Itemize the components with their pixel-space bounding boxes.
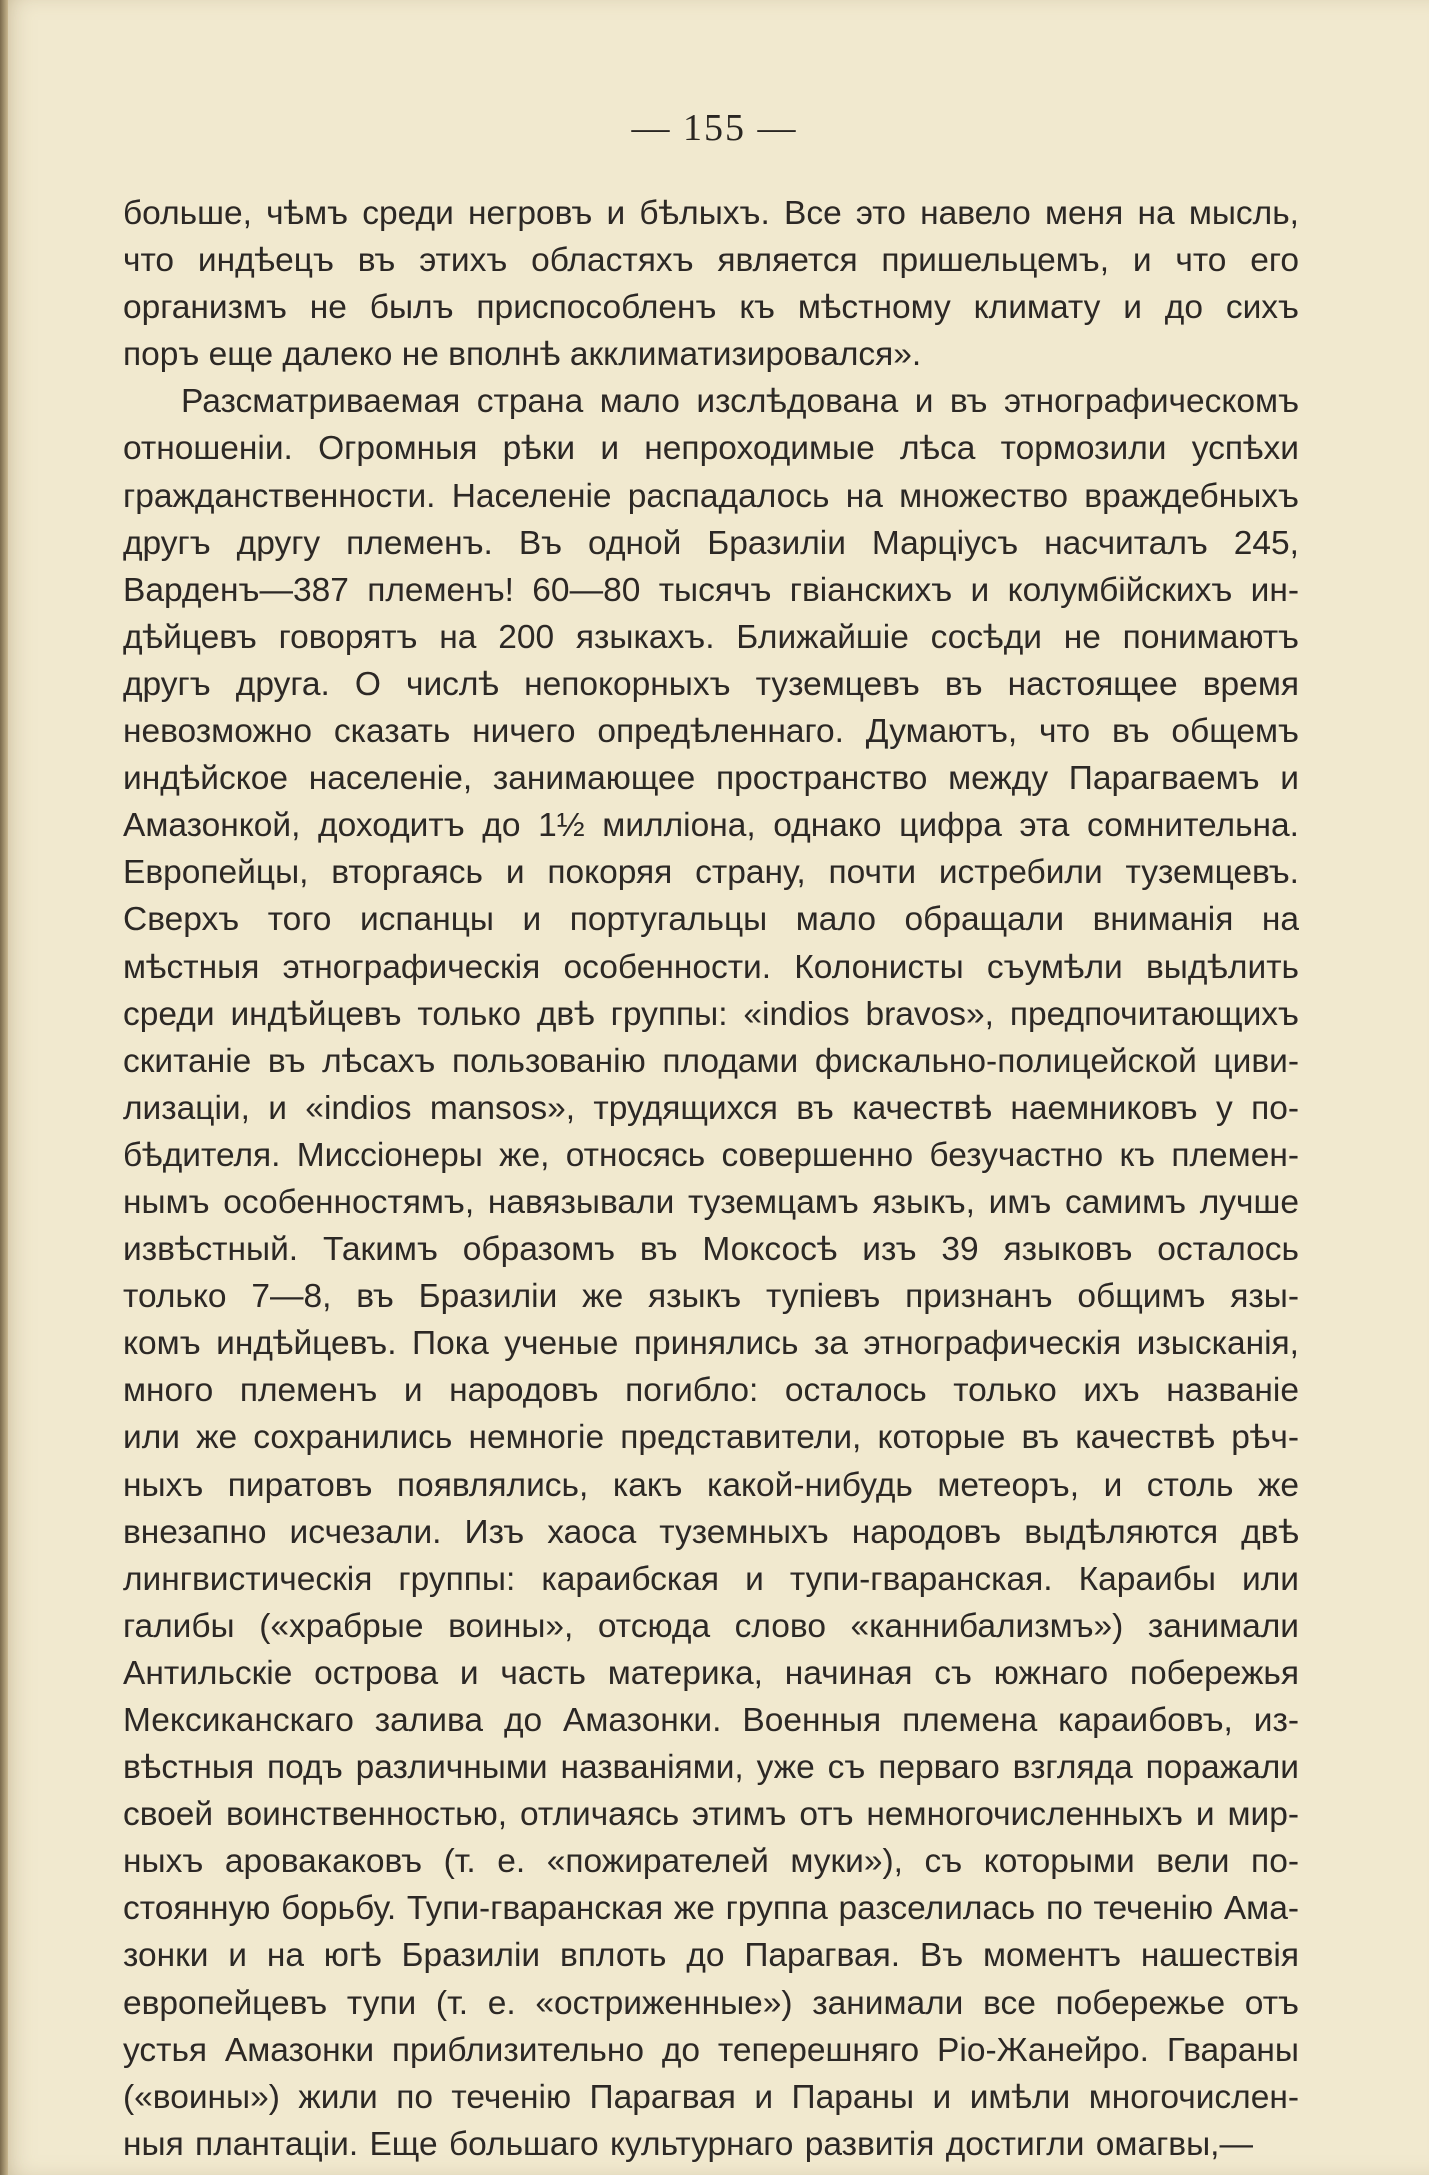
page-number: — 155 — — [631, 107, 798, 149]
text-line: ныхъ аровакаковъ (т. е. «пожирателей муки»), съ которыми вели по- — [123, 1843, 1299, 1881]
text-line: среди индѣйцевъ только двѣ группы: «indios bravos», предпочитающихъ — [123, 995, 1299, 1033]
text-line: ныя плантаціи. Еще большаго культурнаго развитія достигли омагвы,— — [123, 2125, 1253, 2163]
text-line: Европейцы, вторгаясь и покоряя страну, почти истребили туземцевъ. — [123, 854, 1299, 892]
text-line: («воины») жили по теченію Парагвая и Параны и имѣли многочислен- — [123, 2078, 1299, 2116]
text-line: стоянную борьбу. Тупи-гваранская же группа разселилась по теченію Ама- — [123, 1890, 1299, 1928]
text-line: что индѣецъ въ этихъ областяхъ является пришельцемъ, и что его — [123, 242, 1299, 280]
text-line: Амазонкой, доходитъ до 1½ милліона, однако цифра эта сомнительна. — [123, 807, 1299, 845]
text-line: Варденъ—387 племенъ! 60—80 тысячъ гвіанскихъ и колумбійскихъ ин- — [123, 571, 1299, 609]
text-line: или же сохранились немногіе представители, которые въ качествѣ рѣч- — [123, 1419, 1299, 1457]
text-line: Мексиканскаго залива до Амазонки. Военныя племена караибовъ, из- — [123, 1702, 1299, 1739]
text-line: индѣйское населеніе, занимающее пространство между Парагваемъ и — [123, 760, 1299, 798]
text-line: гражданственности. Населеніе распадалось на множество враждебныхъ — [123, 477, 1299, 515]
text-line: извѣстный. Такимъ образомъ въ Моксосѣ изъ 39 языковъ осталось — [123, 1231, 1299, 1269]
text-line: отношеніи. Огромныя рѣки и непроходимые лѣса тормозили успѣхи — [123, 430, 1299, 468]
text-line: бѣдителя. Миссіонеры же, относясь совершенно безучастно къ племен- — [123, 1136, 1299, 1174]
text-line: устья Амазонки приблизительно до теперешняго Ріо-Жанейро. Гвараны — [123, 2031, 1299, 2069]
binding-edge — [0, 0, 8, 2175]
text-line: невозможно сказать ничего опредѣленнаго. Думаютъ, что въ общемъ — [123, 713, 1299, 751]
text-line: комъ индѣйцевъ. Пока ученые принялись за этнографическія изысканія, — [123, 1325, 1299, 1363]
text-line: другъ другу племенъ. Въ одной Бразиліи Марціусъ насчиталъ 245, — [123, 524, 1299, 562]
text-line: зонки и на югѣ Бразиліи вплоть до Парагвая. Въ моментъ нашествія — [123, 1937, 1299, 1975]
text-line: организмъ не былъ приспособленъ къ мѣстному климату и до сихъ — [123, 289, 1299, 327]
text-line: другъ друга. О числѣ непокорныхъ туземцевъ въ настоящее время — [123, 665, 1299, 703]
text-line: лингвистическія группы: караибская и тупи-гваранская. Караибы или — [123, 1560, 1299, 1598]
text-line: внезапно исчезали. Изъ хаоса туземныхъ народовъ выдѣляются двѣ — [123, 1513, 1299, 1551]
text-line: нымъ особенностямъ, навязывали туземцамъ языкъ, имъ самимъ лучше — [123, 1183, 1299, 1221]
text-line: своей воинственностью, отличаясь этимъ отъ немногочисленныхъ и мир- — [123, 1796, 1299, 1834]
text-line: ныхъ пиратовъ появлялись, какъ какой-нибудь метеоръ, и столь же — [123, 1466, 1299, 1504]
text-line: поръ еще далеко не вполнѣ акклиматизировался». — [123, 336, 922, 374]
text-line: лизаціи, и «indios mansos», трудящихся въ качествѣ наемниковъ у по- — [123, 1089, 1299, 1127]
text-line: европейцевъ тупи (т. е. «остриженные») занимали все побережье отъ — [123, 1984, 1299, 2022]
text-line: скитаніе въ лѣсахъ пользованію плодами фискально-полицейской циви- — [123, 1042, 1299, 1080]
text-line: мѣстныя этнографическія особенности. Колонисты съумѣли выдѣлить — [123, 948, 1299, 986]
paragraph-start-line: Разсматриваемая страна мало изслѣдована и въ этнографическомъ — [181, 383, 1299, 421]
text-line: вѣстныя подъ различными названіями, уже съ перваго взгляда поражали — [123, 1749, 1299, 1787]
text-line: много племенъ и народовъ погибло: осталось только ихъ названіе — [123, 1372, 1299, 1410]
text-line: Сверхъ того испанцы и португальцы мало обращали вниманія на — [123, 901, 1299, 939]
text-line: Антильскіе острова и часть материка, начиная съ южнаго побережья — [123, 1654, 1299, 1692]
body-text — [123, 190, 1299, 2168]
text-line: только 7—8, въ Бразиліи же языкъ тупіевъ признанъ общимъ язы- — [123, 1278, 1299, 1316]
text-line: больше, чѣмъ среди негровъ и бѣлыхъ. Все это навело меня на мысль, — [123, 195, 1299, 232]
text-line: дѣйцевъ говорятъ на 200 языкахъ. Ближайшіе сосѣди не понимаютъ — [123, 618, 1299, 656]
text-line: галибы («храбрые воины», отсюда слово «каннибализмъ») занимали — [123, 1607, 1299, 1645]
